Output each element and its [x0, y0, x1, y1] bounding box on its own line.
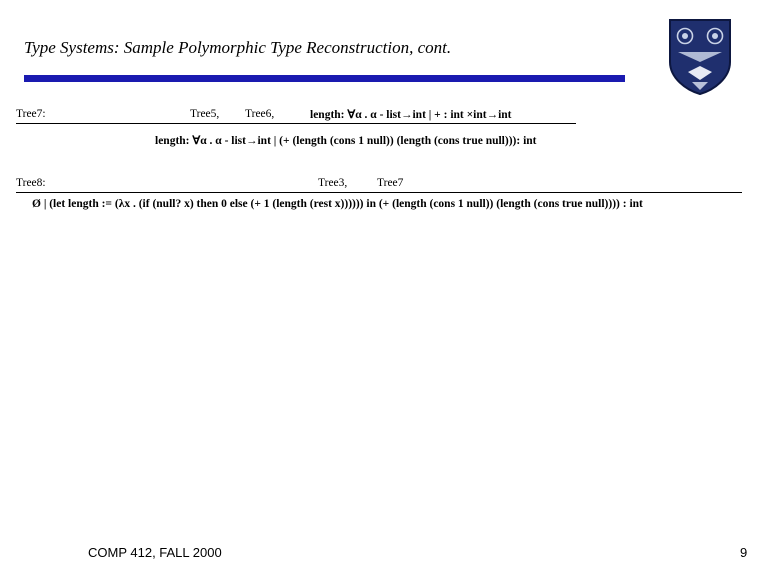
tree7-label: Tree7:	[16, 108, 46, 120]
tree8-label: Tree8:	[16, 177, 46, 189]
footer-course-label: COMP 412, FALL 2000	[88, 545, 222, 560]
tree7-premise-3: length: ∀α . α - list→int | + : int ×int→int	[310, 109, 512, 121]
title-underline-rule	[24, 75, 625, 82]
tree7-inference-line	[16, 123, 576, 124]
tree7-conclusion: length: ∀α . α - list→int | (+ (length (cons 1 null)) (length (cons true null))): int	[155, 135, 537, 147]
tree7-premise-1: Tree5,	[190, 108, 220, 120]
tree8-premise-2: Tree7	[377, 177, 404, 189]
footer-page-number: 9	[740, 545, 748, 560]
page-title: Type Systems: Sample Polymorphic Type Reconstruction, cont.	[24, 38, 452, 57]
tree7-premise-2: Tree6,	[245, 108, 275, 120]
tree8-inference-line	[16, 192, 742, 193]
rice-university-shield-icon	[668, 18, 732, 96]
tree8-premise-1: Tree3,	[318, 177, 348, 189]
tree8-conclusion: Ø | (let length := (λx . (if (null? x) then 0 else (+ 1 (length (rest x)))))) in (+ (length (cons 1 null)) (length (cons true null)))) : int	[32, 198, 643, 210]
